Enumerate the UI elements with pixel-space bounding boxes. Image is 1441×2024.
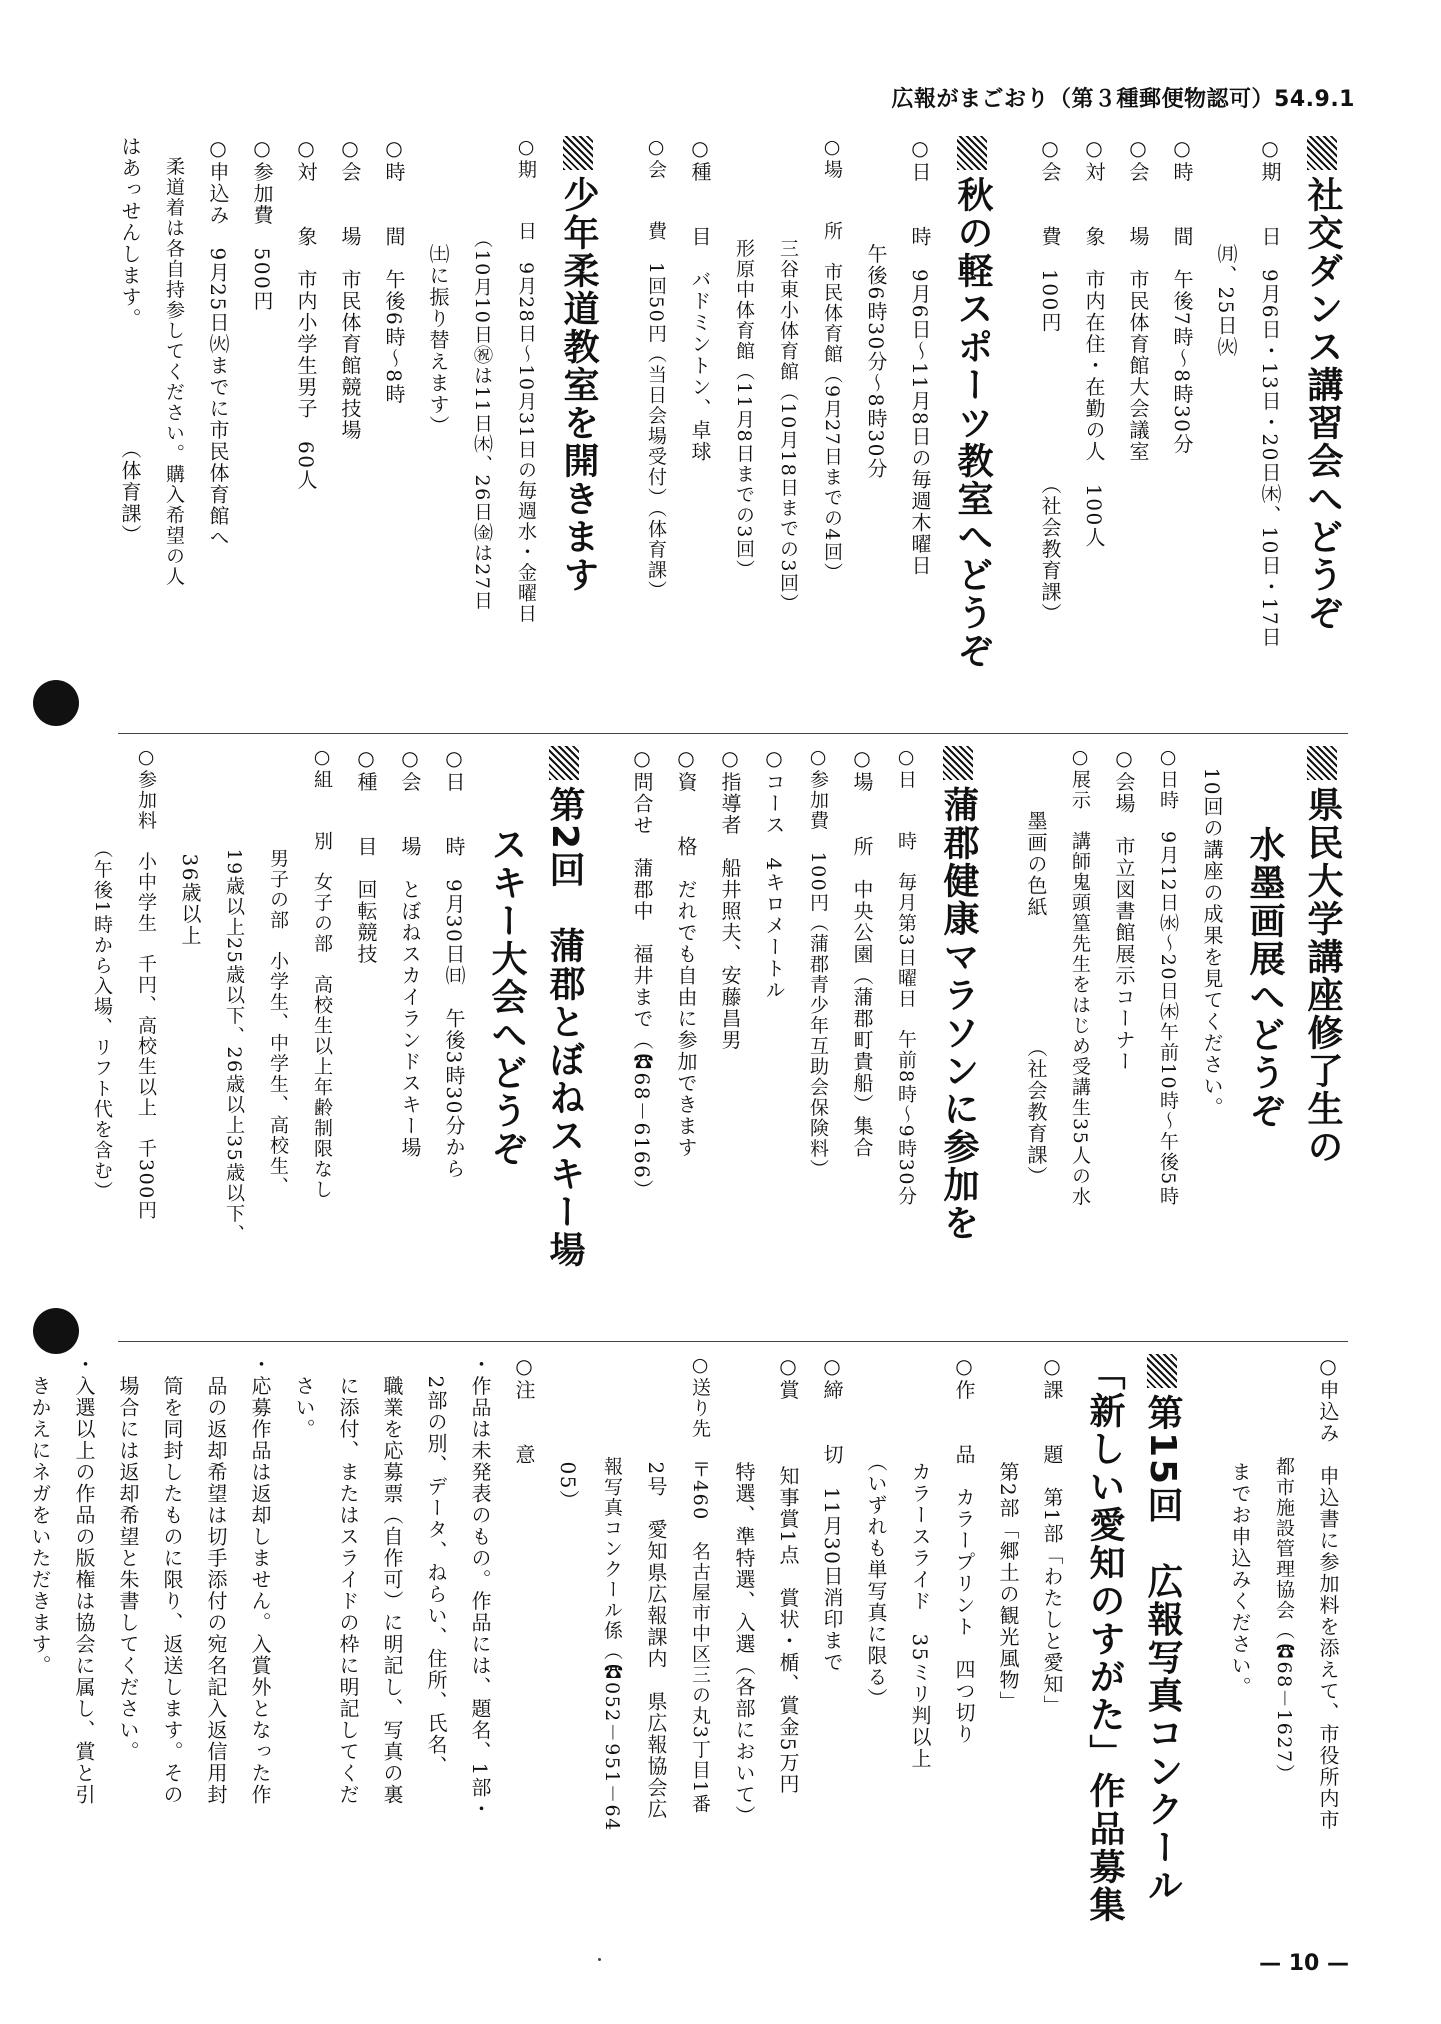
- article-subtitle: 「新しい愛知のすがた」作品募集: [1084, 1354, 1125, 1924]
- text-line: ・応募作品は返却しません。入賞外となった作: [248, 1354, 272, 1806]
- hatch-mark-icon: [563, 136, 593, 170]
- band-top: [92, 136, 1347, 670]
- binder-hole: [33, 1308, 79, 1354]
- text-line: 午後6時30分～8時30分: [864, 136, 888, 480]
- article-judo: [111, 136, 603, 666]
- text-line: 2部の別、データ、ねらい、住所、氏名、: [424, 1354, 448, 1777]
- text-line: 36歳以上: [178, 746, 202, 947]
- band-bottom: [28, 1354, 1347, 1944]
- text-line: ○申込み 申込書に参加料を添えて、市役所内市: [1316, 1354, 1340, 1831]
- article-ski-meet: [83, 746, 589, 1276]
- text-line: 特選、準特選、入選（各部において）: [732, 1354, 756, 1827]
- text-line: 2号 愛知県広報課内 県広報協会広: [644, 1354, 668, 1820]
- hatch-mark-icon: [1307, 746, 1337, 780]
- text-line: 場合には返却希望と朱書してください。: [116, 1354, 140, 1763]
- article-subtitle: スキー大会へどうぞ: [486, 826, 527, 1168]
- text-line: ○問合せ 蒲郡中 福井まで（☎68－6166）: [630, 746, 654, 1201]
- text-line: ○会 費 100円 （社会教育課）: [1038, 136, 1062, 625]
- text-line: ○コース 4キロメートル: [762, 746, 786, 1001]
- page-number: — 10 —: [1259, 1951, 1349, 1976]
- text-line: までお申込みください。: [1228, 1354, 1252, 1698]
- text-line: ○種 目 回転競技: [354, 746, 378, 965]
- text-line: ○種 目 バドミントン、卓球: [688, 136, 712, 463]
- text-line: 職業を応募票（自作可）に明記し、写真の裏: [380, 1354, 404, 1806]
- text-line: 柔道着は各自持参してください。購入希望の人: [163, 136, 185, 587]
- text-line: ○締 切 11月30日消印まで: [820, 1354, 844, 1673]
- hatch-mark-icon: [1147, 1354, 1177, 1388]
- text-line: に添付、またはスライドの枠に明記してくだ: [336, 1354, 360, 1806]
- text-line: ㈯に振り替えます）: [426, 136, 450, 437]
- article-title: 第2回 蒲郡とぼねスキー場: [537, 746, 589, 1276]
- binder-hole: [33, 680, 79, 726]
- text-line: ○日 時 9月6日～11月8日の毎週木曜日: [908, 136, 932, 577]
- text-line: きかえにネガをいただきます。: [28, 1354, 52, 1677]
- text-line: ○課 題 第1部「わたしと愛知」: [1040, 1354, 1064, 1717]
- text-line: ○時 間 午後7時～8時30分: [1170, 136, 1194, 455]
- text-line: ・作品は未発表のもの。作品には、題名、1部・: [468, 1354, 492, 1820]
- text-line: （午後1時から入場、リフト代を含む）: [91, 746, 113, 1202]
- text-line: ○会 場 とぼねスカイランドスキー場: [398, 746, 422, 1159]
- text-line: ○指導者 船井照夫、安藤昌男: [718, 746, 742, 1051]
- article-subtitle: 水墨画展へどうぞ: [1244, 826, 1285, 1130]
- text-line: ○期 日 9月6日・13日・20日㈭、10日・17日: [1258, 136, 1282, 648]
- text-line: ○日時 9月12日㈬～20日㈭午前10時～午後5時: [1157, 746, 1179, 1207]
- text-line: （10月10日㊗は11日㈭、26日㈮は27日: [471, 136, 493, 611]
- text-line: ○日 時 9月30日㈰ 午後3時30分から: [442, 746, 466, 1180]
- text-line: ○参加費 100円（蒲郡青少年互助会保険料）: [807, 746, 829, 1180]
- text-line: 報写真コンクール係（☎052－951－64: [601, 1354, 623, 1832]
- text-line: 都市施設管理協会（☎68－1627）: [1273, 1354, 1295, 1785]
- text-line: ○日 時 毎月第3日曜日 午前8時～9時30分: [895, 746, 917, 1207]
- article-title: 第15回 広報写真コンクール: [1135, 1354, 1187, 1944]
- text-line: ○場 所 市民体育館（9月27日までの4回）: [821, 136, 843, 583]
- text-line: ○会 費 1回50円（当日会場受付）（体育課）: [645, 136, 667, 601]
- text-line: ○参加料 小中学生 千円、高校生以上 千300円: [135, 746, 157, 1221]
- text-line: 墨画の色紙 （社会教育課）: [1024, 746, 1048, 1188]
- article-social-dance: [1031, 136, 1347, 666]
- text-line: はあっせんします。 （体育課）: [118, 136, 142, 546]
- scan-speck: [598, 1958, 601, 1961]
- article-title: 少年柔道教室を開きます: [551, 136, 603, 666]
- text-line: 品の返却希望は切手添付の宛名記入返信用封: [204, 1354, 228, 1806]
- text-line: ○組 別 女子の部 高校生以上年齢制限なし: [311, 746, 333, 1200]
- section-divider: [118, 1341, 1348, 1342]
- text-line: ○申込み 9月25日㈫までに市民体育館へ: [206, 136, 230, 549]
- text-line: ○展示 講師鬼頭篁先生をはじめ受講生35人の水: [1069, 746, 1091, 1207]
- article-photo-contest: [21, 1354, 1187, 1944]
- text-line: ○期 日 9月28日～10月31日の毎週水・金曜日: [515, 136, 537, 624]
- text-line: ○対 象 市内在住・在勤の人 100人: [1082, 136, 1106, 549]
- text-line: ○作 品 カラープリント 四つ切り: [952, 1354, 976, 1745]
- article-marathon: [623, 746, 983, 1276]
- hatch-mark-icon: [943, 746, 973, 780]
- text-line: ○対 象 市内小学生男子 60人: [294, 136, 318, 491]
- article-light-sports: [637, 136, 997, 670]
- hatch-mark-icon: [549, 746, 579, 780]
- text-line: ○時 間 午後6時～8時: [382, 136, 406, 405]
- text-line: ○場 所 中央公園（蒲郡町貴船）集合: [850, 746, 874, 1159]
- text-line: ㈪、25日㈫: [1214, 136, 1238, 358]
- text-line: さい。: [292, 1354, 316, 1440]
- article-ink-painting: [1017, 746, 1347, 1276]
- page-header: 広報がまごおり（第３種郵便物認可）54.9.1: [891, 87, 1355, 112]
- text-line: 19歳以上25歳以下、26歳以上35歳以下、: [223, 746, 245, 1245]
- text-line: ○会 場 市民体育館競技場: [338, 136, 362, 441]
- text-line: 形原中体育館（11月8日までの3回）: [733, 136, 755, 580]
- text-line: ○送り先 〒460 名古屋市中区三の丸3丁目1番: [689, 1354, 711, 1815]
- section-divider: [118, 733, 1348, 734]
- text-line: （いずれも単写真に限る）: [864, 1354, 888, 1710]
- text-line: 男子の部 小学生、中学生、高校生、: [267, 746, 289, 1197]
- text-line: カラースライド 35ミリ判以上: [908, 1354, 932, 1770]
- hatch-mark-icon: [1307, 136, 1337, 170]
- hatch-mark-icon: [957, 136, 987, 170]
- text-line: ・入選以上の作品の版権は協会に属し、賞と引: [72, 1354, 96, 1806]
- text-line: 筒を同封したものに限り、返送します。その: [160, 1354, 184, 1806]
- text-line: 10回の講座の成果を見てください。: [1200, 746, 1224, 1119]
- text-line: ○注 意: [512, 1354, 536, 1466]
- article-title: 社交ダンス講習会へどうぞ: [1295, 136, 1347, 666]
- text-line: 第2部「郷土の観光風物」: [996, 1354, 1020, 1713]
- article-title: 県民大学講座修了生の: [1295, 746, 1347, 1276]
- text-line: ○賞 知事賞1点 賞状・楯、賞金5万円: [776, 1354, 800, 1795]
- article-title: 秋の軽スポーツ教室へどうぞ: [945, 136, 997, 666]
- text-line: ○会 場 市民体育館大会議室: [1126, 136, 1150, 463]
- band-middle: [92, 746, 1347, 1276]
- article-ski-application: [1221, 1354, 1347, 1944]
- text-line: 三谷東小体育館（10月18日までの3回）: [777, 136, 799, 614]
- text-line: ○資 格 だれでも自由に参加できます: [674, 746, 698, 1159]
- text-line: ○参加費 500円: [250, 136, 274, 312]
- article-title: 蒲郡健康マラソンに参加を: [931, 746, 983, 1276]
- text-line: ○会場 市立図書館展示コーナー: [1112, 746, 1136, 1073]
- text-line: 05）: [556, 1354, 580, 1512]
